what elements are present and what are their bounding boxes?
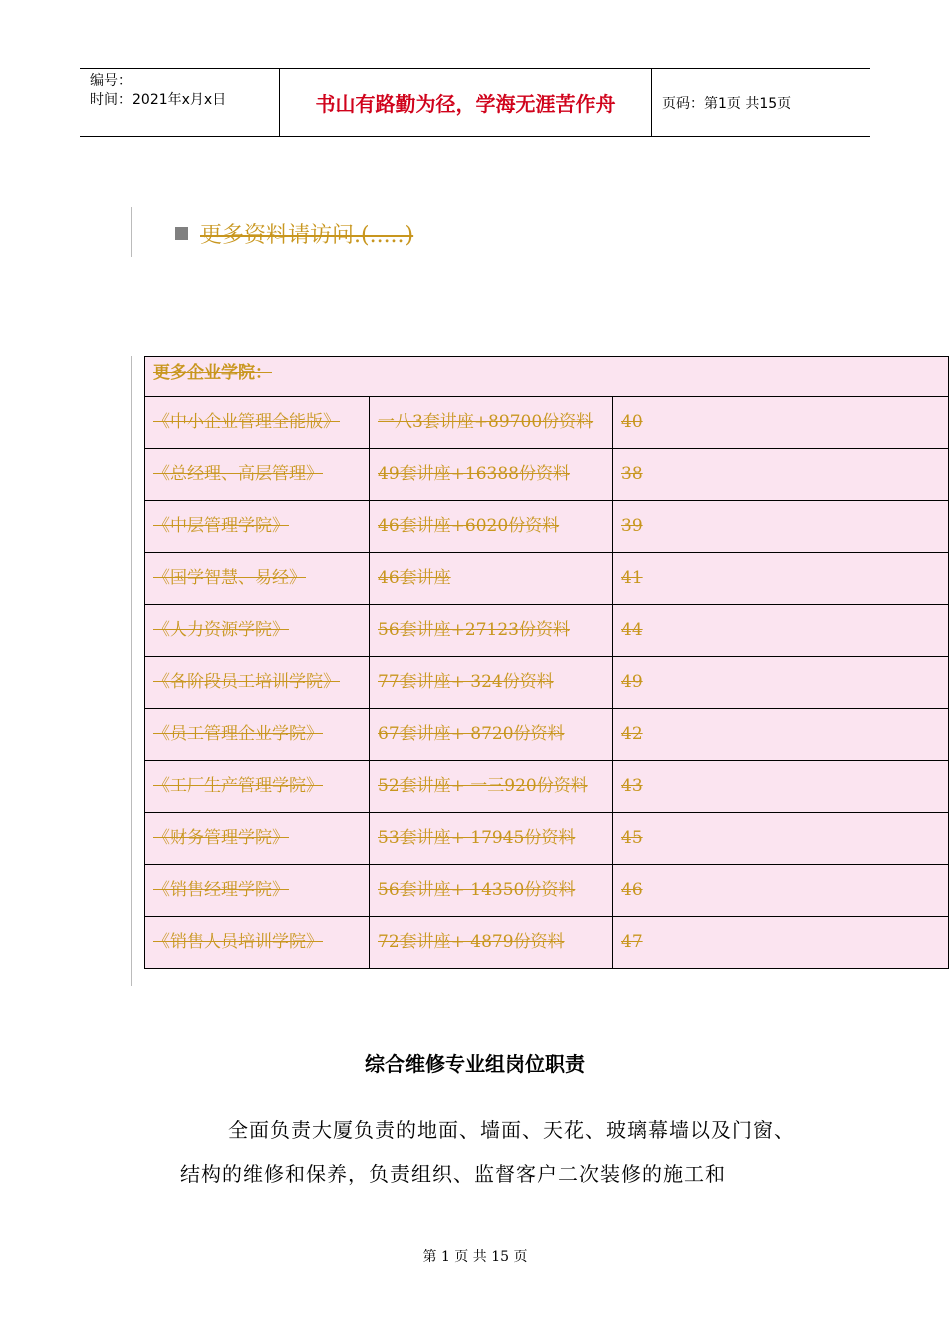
academy-content-cell: 53套讲座+ 17945份资料 [370, 813, 613, 865]
academy-content-cell: 52套讲座+ 一三920份资料 [370, 761, 613, 813]
margin-line [131, 356, 132, 986]
header-page-code: 页码：第1页 共15页 [662, 95, 792, 112]
academy-name-cell: 《各阶段员工培训学院》 [145, 657, 370, 709]
academy-content-cell: 72套讲座+ 4879份资料 [370, 917, 613, 969]
body-paragraph [180, 1108, 810, 1196]
academy-content-cell: 46套讲座 [370, 553, 613, 605]
header-meta [80, 69, 280, 136]
academy-number-cell: 45 [613, 813, 949, 865]
academy-number-cell: 41 [613, 553, 949, 605]
academy-number-cell: 49 [613, 657, 949, 709]
page-header [80, 68, 870, 137]
academy-number-cell: 44 [613, 605, 949, 657]
academy-content-cell: 56套讲座+27123份资料 [370, 605, 613, 657]
table-row[interactable] [145, 865, 949, 917]
academy-number-cell: 40 [613, 397, 949, 449]
academy-number-cell: 46 [613, 865, 949, 917]
academy-name-cell: 《财务管理学院》 [145, 813, 370, 865]
page-footer: 第 1 页 共 15 页 [422, 1249, 528, 1265]
academy-name-cell: 《员工管理企业学院》 [145, 709, 370, 761]
academy-number-cell: 42 [613, 709, 949, 761]
table-row[interactable] [145, 553, 949, 605]
academy-content-cell: 77套讲座+ 324份资料 [370, 657, 613, 709]
academy-table-header-row [145, 357, 949, 397]
academy-content-cell: 46套讲座+6020份资料 [370, 501, 613, 553]
academy-content-cell: 49套讲座+16388份资料 [370, 449, 613, 501]
table-row[interactable] [145, 657, 949, 709]
academy-name-cell: 《中小企业管理全能版》 [145, 397, 370, 449]
table-row[interactable] [145, 709, 949, 761]
more-resources-text: 更多资料请访问.(.....) [200, 223, 414, 248]
academy-name-cell: 《工厂生产管理学院》 [145, 761, 370, 813]
academy-table [144, 356, 949, 969]
header-motto: 书山有路勤为径，学海无涯苦作舟 [280, 69, 652, 136]
table-row[interactable] [145, 813, 949, 865]
table-row[interactable] [145, 917, 949, 969]
number-label: 编号： [90, 73, 132, 89]
table-row[interactable] [145, 501, 949, 553]
academy-table-header: 更多企业学院： [145, 357, 949, 397]
time-label: 时间：2021年x月x日 [90, 92, 227, 108]
academy-content-cell: 一八3套讲座+89700份资料 [370, 397, 613, 449]
academy-number-cell: 39 [613, 501, 949, 553]
academy-name-cell: 《国学智慧、易经》 [145, 553, 370, 605]
academy-content-cell: 56套讲座+ 14350份资料 [370, 865, 613, 917]
academy-number-cell: 38 [613, 449, 949, 501]
academy-name-cell: 《人力资源学院》 [145, 605, 370, 657]
academy-name-cell: 《中层管理学院》 [145, 501, 370, 553]
table-row[interactable] [145, 761, 949, 813]
academy-name-cell: 《销售人员培训学院》 [145, 917, 370, 969]
margin-line [131, 207, 132, 257]
paragraph-text: 全面负责大厦负责的地面、墙面、天花、玻璃幕墙以及门窗、结构的维修和保养，负责组织、监督客户二次装修的施工和 [180, 1118, 795, 1186]
table-row[interactable] [145, 605, 949, 657]
table-row[interactable] [145, 449, 949, 501]
academy-number-cell: 47 [613, 917, 949, 969]
more-resources-link[interactable] [175, 218, 413, 249]
document-title: 综合维修专业组岗位职责 [365, 1052, 585, 1076]
academy-number-cell: 43 [613, 761, 949, 813]
academy-content-cell: 67套讲座+ 8720份资料 [370, 709, 613, 761]
table-row[interactable] [145, 397, 949, 449]
academy-name-cell: 《总经理、高层管理》 [145, 449, 370, 501]
academy-name-cell: 《销售经理学院》 [145, 865, 370, 917]
square-bullet-icon [175, 227, 188, 240]
